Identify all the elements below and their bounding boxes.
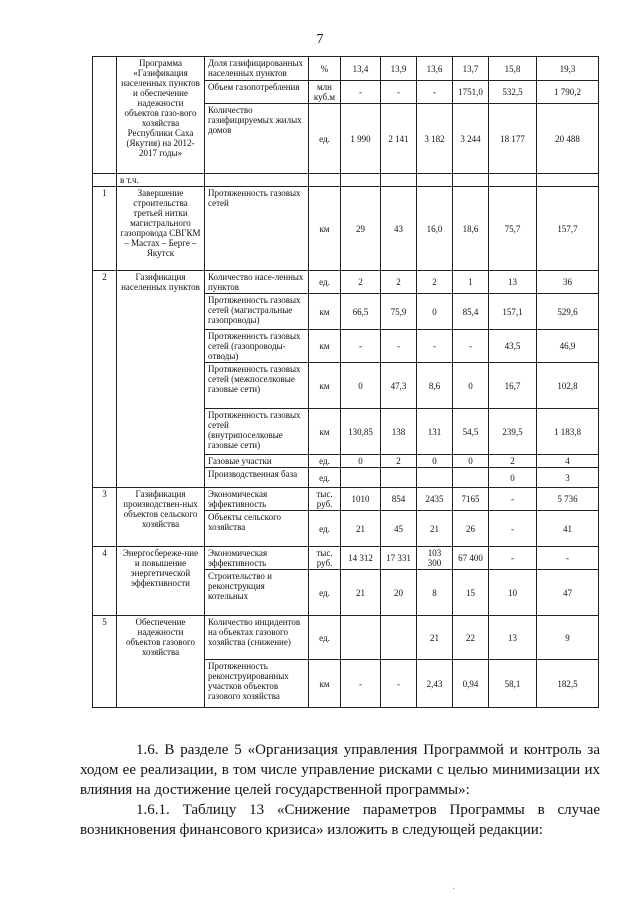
empty-cell <box>205 174 309 187</box>
value-cell: 0 <box>417 455 453 468</box>
value-cell: 13,7 <box>453 57 489 81</box>
value-cell <box>417 468 453 488</box>
indicator-cell: Протяженность реконструированных участков объектов газового хозяйства <box>205 660 309 708</box>
value-cell: 0 <box>341 363 381 409</box>
value-cell: 532,5 <box>489 81 537 104</box>
section-number-cell: 3 <box>93 488 117 547</box>
value-cell: 18,6 <box>453 187 489 271</box>
unit-cell: ед. <box>309 104 341 174</box>
indicator-cell: Количество насе-ленных пунктов <box>205 271 309 294</box>
table-row <box>93 187 599 271</box>
program-name-cell: Программа «Газификация населенных пунктов и обеспечение надежности объектов газо-вого хозяйства Республики Саха (Якутия) на 2012-2017 годы» <box>117 57 205 174</box>
value-cell: - <box>417 81 453 104</box>
section-number-cell: 2 <box>93 271 117 488</box>
unit-cell: км <box>309 187 341 271</box>
value-cell: 43 <box>381 187 417 271</box>
value-cell: 2 <box>381 271 417 294</box>
value-cell: 131 <box>417 409 453 455</box>
section-name-cell: Завершение строительства третьей нитки магистрального газопровода СВГКМ – Мастах – Берге – Якутск <box>117 187 205 271</box>
indicator-cell: Объекты сельского хозяйства <box>205 511 309 547</box>
value-cell: 66,5 <box>341 294 381 330</box>
value-cell: 21 <box>417 616 453 660</box>
indicator-cell: Экономическая эффективность <box>205 547 309 570</box>
value-cell: 17 331 <box>381 547 417 570</box>
value-cell: 2 <box>341 271 381 294</box>
page-number: 7 <box>316 32 324 47</box>
empty-cell <box>309 174 341 187</box>
table-row <box>93 57 599 81</box>
value-cell: 0 <box>417 294 453 330</box>
unit-cell: ед. <box>309 271 341 294</box>
indicators-table <box>92 56 599 708</box>
value-cell: 13 <box>489 616 537 660</box>
paragraph-1-6: 1.6. В разделе 5 «Организация управления Программой и контроль за ходом ее реализации, в том числе управление рисками с целью минимизации их влияния на достижение целей государственной программы»: <box>80 742 600 798</box>
indicator-cell: Протяженность газовых сетей (магистральные газопроводы) <box>205 294 309 330</box>
unit-cell: км <box>309 363 341 409</box>
bottom-mark: · <box>452 884 456 895</box>
value-cell: 239,5 <box>489 409 537 455</box>
indicator-cell: Объем газопотребления <box>205 81 309 104</box>
table-row <box>93 488 599 511</box>
value-cell: 20 488 <box>537 104 599 174</box>
indicator-cell: Экономическая эффективность <box>205 488 309 511</box>
section-number-cell: 1 <box>93 187 117 271</box>
section-number-cell: 5 <box>93 616 117 708</box>
value-cell <box>453 468 489 488</box>
vtch-cell: в т.ч. <box>117 174 205 187</box>
value-cell: 1010 <box>341 488 381 511</box>
value-cell: 3 <box>537 468 599 488</box>
empty-cell <box>453 174 489 187</box>
value-cell: 19,3 <box>537 57 599 81</box>
value-cell: - <box>341 81 381 104</box>
table-row <box>93 547 599 570</box>
value-cell: 157,1 <box>489 294 537 330</box>
value-cell: - <box>489 511 537 547</box>
value-cell: 21 <box>341 570 381 616</box>
indicator-cell: Строительство и реконструкция котельных <box>205 570 309 616</box>
value-cell: - <box>341 330 381 363</box>
unit-cell: млн куб.м <box>309 81 341 104</box>
unit-cell: ед. <box>309 455 341 468</box>
value-cell: 1 990 <box>341 104 381 174</box>
value-cell: 2 <box>381 455 417 468</box>
value-cell: 2 <box>417 271 453 294</box>
value-cell: 8 <box>417 570 453 616</box>
value-cell: 43,5 <box>489 330 537 363</box>
value-cell: 2435 <box>417 488 453 511</box>
unit-cell: км <box>309 294 341 330</box>
unit-cell: км <box>309 330 341 363</box>
value-cell: 15,8 <box>489 57 537 81</box>
section-name-cell: Энергосбереже-ние и повышение энергетической эффективности <box>117 547 205 616</box>
unit-cell: ед. <box>309 570 341 616</box>
value-cell: 0 <box>489 468 537 488</box>
value-cell: 46,9 <box>537 330 599 363</box>
value-cell: 9 <box>537 616 599 660</box>
value-cell: 1 790,2 <box>537 81 599 104</box>
section-name-cell: Газификация производствен-ных объектов сельского хозяйства <box>117 488 205 547</box>
value-cell: 1751,0 <box>453 81 489 104</box>
indicator-cell: Газовые участки <box>205 455 309 468</box>
value-cell: 10 <box>489 570 537 616</box>
value-cell: 14 312 <box>341 547 381 570</box>
value-cell: - <box>417 330 453 363</box>
empty-cell <box>489 174 537 187</box>
value-cell: 13 <box>489 271 537 294</box>
value-cell: 54,5 <box>453 409 489 455</box>
unit-cell: ед. <box>309 511 341 547</box>
value-cell: 157,7 <box>537 187 599 271</box>
value-cell: 138 <box>381 409 417 455</box>
value-cell <box>341 616 381 660</box>
value-cell: 47,3 <box>381 363 417 409</box>
value-cell <box>381 468 417 488</box>
value-cell: 7165 <box>453 488 489 511</box>
section-name-cell: Газификация населенных пунктов <box>117 271 205 488</box>
value-cell: 1 183,8 <box>537 409 599 455</box>
value-cell: 45 <box>381 511 417 547</box>
value-cell: 16,7 <box>489 363 537 409</box>
value-cell: 20 <box>381 570 417 616</box>
indicator-cell: Количество газифицируемых жилых домов <box>205 104 309 174</box>
value-cell: 15 <box>453 570 489 616</box>
paragraph-1-6-1: 1.6.1. Таблицу 13 «Снижение параметров Программы в случае возникновения финансового кризиса» изложить в следующей редакции: <box>80 802 600 838</box>
value-cell: - <box>381 81 417 104</box>
empty-cell <box>341 174 381 187</box>
value-cell <box>341 468 381 488</box>
value-cell: 13,9 <box>381 57 417 81</box>
value-cell: 36 <box>537 271 599 294</box>
value-cell: 13,4 <box>341 57 381 81</box>
table-row <box>93 616 599 660</box>
value-cell: 8,6 <box>417 363 453 409</box>
value-cell: 0 <box>341 455 381 468</box>
value-cell: 16,0 <box>417 187 453 271</box>
value-cell: 0 <box>453 455 489 468</box>
indicator-cell: Протяженность газовых сетей (газопроводы-отводы) <box>205 330 309 363</box>
empty-cell <box>537 174 599 187</box>
row-number-cell <box>93 57 117 174</box>
indicator-cell: Производственная база <box>205 468 309 488</box>
value-cell: 13,6 <box>417 57 453 81</box>
indicator-cell: Протяженность газовых сетей <box>205 187 309 271</box>
value-cell: 29 <box>341 187 381 271</box>
value-cell: 4 <box>537 455 599 468</box>
section-number-cell: 4 <box>93 547 117 616</box>
value-cell: 47 <box>537 570 599 616</box>
table-row <box>93 271 599 294</box>
value-cell: 3 182 <box>417 104 453 174</box>
indicator-cell: Протяженность газовых сетей (межпоселковые газовые сети) <box>205 363 309 409</box>
value-cell: 0 <box>453 363 489 409</box>
value-cell: 182,5 <box>537 660 599 708</box>
value-cell: 529,6 <box>537 294 599 330</box>
value-cell: - <box>341 660 381 708</box>
unit-cell: ед. <box>309 468 341 488</box>
unit-cell: км <box>309 660 341 708</box>
value-cell: - <box>381 330 417 363</box>
row-number-cell <box>93 174 117 187</box>
value-cell: 854 <box>381 488 417 511</box>
value-cell: 58,1 <box>489 660 537 708</box>
value-cell: - <box>381 660 417 708</box>
unit-cell: км <box>309 409 341 455</box>
value-cell: 21 <box>341 511 381 547</box>
unit-cell: ед. <box>309 616 341 660</box>
value-cell: - <box>489 547 537 570</box>
value-cell: 21 <box>417 511 453 547</box>
value-cell: 2 <box>489 455 537 468</box>
value-cell: 130,85 <box>341 409 381 455</box>
value-cell: 26 <box>453 511 489 547</box>
value-cell: 0,94 <box>453 660 489 708</box>
indicator-cell: Количество инцидентов на объектах газового хозяйства (снижение) <box>205 616 309 660</box>
table-row <box>93 174 599 187</box>
value-cell: - <box>537 547 599 570</box>
value-cell: 41 <box>537 511 599 547</box>
value-cell: 18 177 <box>489 104 537 174</box>
section-name-cell: Обеспечение надежности объектов газового хозяйства <box>117 616 205 708</box>
unit-cell: % <box>309 57 341 81</box>
empty-cell <box>417 174 453 187</box>
value-cell: 75,9 <box>381 294 417 330</box>
value-cell: 3 244 <box>453 104 489 174</box>
value-cell: 2 141 <box>381 104 417 174</box>
value-cell: 85,4 <box>453 294 489 330</box>
value-cell: 1 <box>453 271 489 294</box>
value-cell: 5 736 <box>537 488 599 511</box>
indicator-cell: Доля газифицированных населенных пунктов <box>205 57 309 81</box>
empty-cell <box>381 174 417 187</box>
value-cell: 103 300 <box>417 547 453 570</box>
unit-cell: тыс. руб. <box>309 488 341 511</box>
value-cell: - <box>489 488 537 511</box>
value-cell: 67 400 <box>453 547 489 570</box>
value-cell: - <box>453 330 489 363</box>
indicator-cell: Протяженность газовых сетей (внутрипоселковые газовые сети) <box>205 409 309 455</box>
value-cell: 22 <box>453 616 489 660</box>
value-cell: 102,8 <box>537 363 599 409</box>
value-cell <box>381 616 417 660</box>
unit-cell: тыс. руб. <box>309 547 341 570</box>
value-cell: 75,7 <box>489 187 537 271</box>
value-cell: 2,43 <box>417 660 453 708</box>
